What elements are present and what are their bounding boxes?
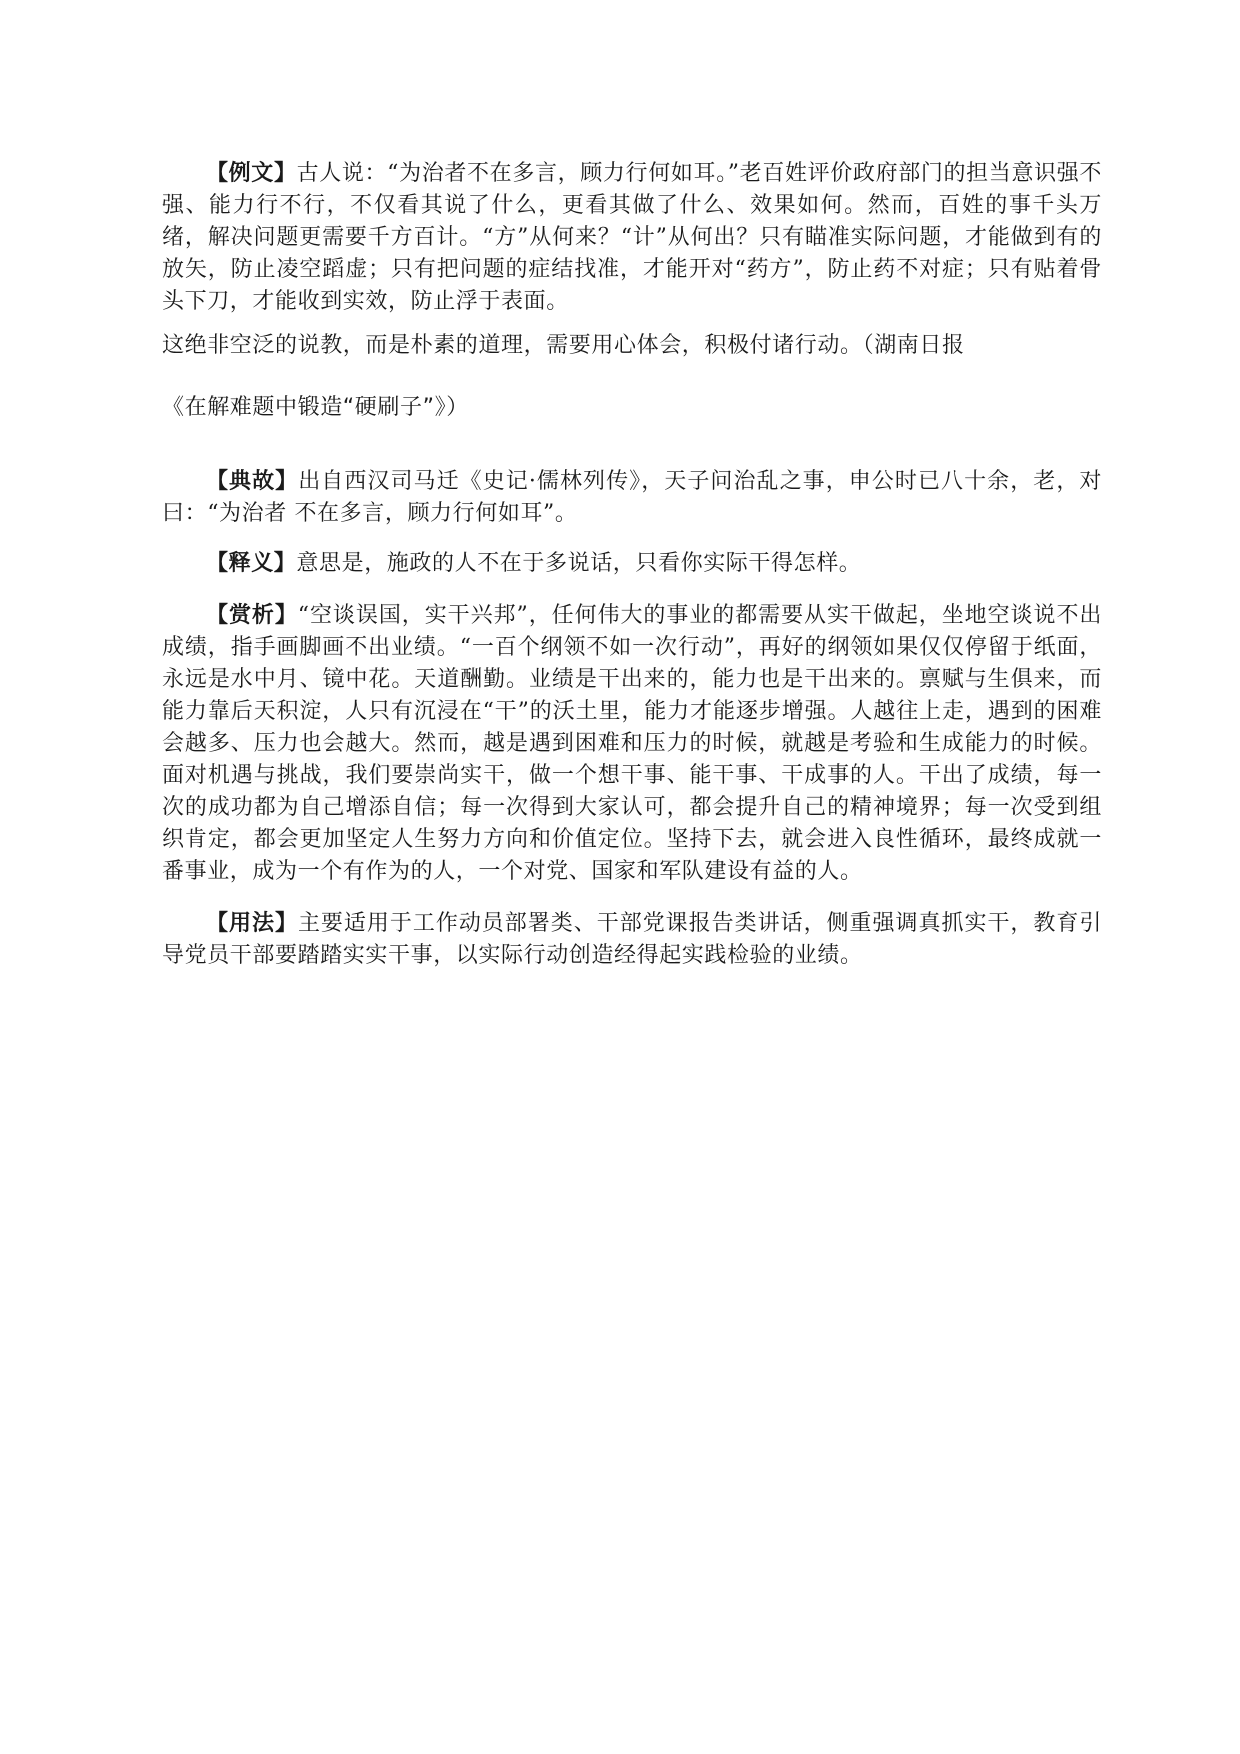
example-text-continued: 这绝非空泛的说教，而是朴素的道理，需要用心体会，积极付诸行动。 [162, 333, 863, 358]
usage-text: 主要适用于工作动员部署类、干部党课报告类讲话，侧重强调真抓实干，教育引导党员干部要踏踏实实干事，以实际行动创造经得起实践检验的业绩。 [162, 911, 1102, 968]
example-text: 古人说：“为治者不在多言，顾力行何如耳。”老百姓评价政府部门的担当意识强不强、能力行不行，不仅看其说了什么，更看其做了什么、效果如何。然而，百姓的事千头万绪，解决问题更需要千方百计。“方”从何来？“计”从何出？只有瞄准实际问题，才能做到有的放矢，防止凌空蹈虚；只有把问题的症结找准，才能开对“药方”，防止药不对症；只有贴着骨头下刀，才能收到实效，防止浮于表面。 [162, 161, 1102, 314]
meaning-text: 意思是，施政的人不在于多说话，只看你实际干得怎样。 [296, 551, 862, 576]
analysis-text: “空谈误国，实干兴邦”，任何伟大的事业的都需要从实干做起，坐地空谈说不出成绩，指手画脚画不出业绩。“一百个纲领不如一次行动”，再好的纲领如果仅仅停留于纸面，永远是水中月、镜中花。天道酬勤。业绩是干出来的，能力也是干出来的。禀赋与生俱来，而能力靠后天积淀，人只有沉浸在“干”的沃土里，能力才能逐步增强。人越往上走，遇到的困难会越多、压力也会越大。然而，越是遇到困难和压力的时候，就越是考验和生成能力的时候。面对机遇与挑战，我们要崇尚实干，做一个想干事、能干事、干成事的人。干出了成绩，每一次的成功都为自己增添自信；每一次得到大家认可，都会提升自己的精神境界；每一次受到组织肯定，都会更加坚定人生努力方向和价值定位。坚持下去，就会进入良性循环，最终成就一番事业，成为一个有作为的人，一个对党、国家和军队建设有益的人。 [162, 603, 1102, 884]
usage-paragraph [162, 908, 1102, 972]
allusion-paragraph [162, 466, 1102, 530]
allusion-text: 出自西汉司马迁《史记·儒林列传》，天子问治乱之事，申公时已八十余，老，对曰：“为治者 不在多言，顾力行何如耳”。 [162, 469, 1102, 526]
analysis-paragraph [162, 600, 1102, 888]
example-source-title: 《在解难题中锻造“硬刷子”》） [162, 395, 469, 420]
analysis-tag: 【赏析】 [206, 603, 298, 628]
usage-tag: 【用法】 [206, 911, 298, 936]
example-paragraph-continued [162, 330, 1102, 362]
example-source-start: （湖南日报 [862, 333, 965, 358]
example-paragraph [162, 158, 1102, 318]
example-tag: 【例文】 [206, 161, 297, 186]
meaning-tag: 【释义】 [206, 551, 297, 576]
allusion-tag: 【典故】 [206, 469, 299, 494]
document-page [162, 158, 1102, 972]
meaning-paragraph [162, 548, 1102, 580]
